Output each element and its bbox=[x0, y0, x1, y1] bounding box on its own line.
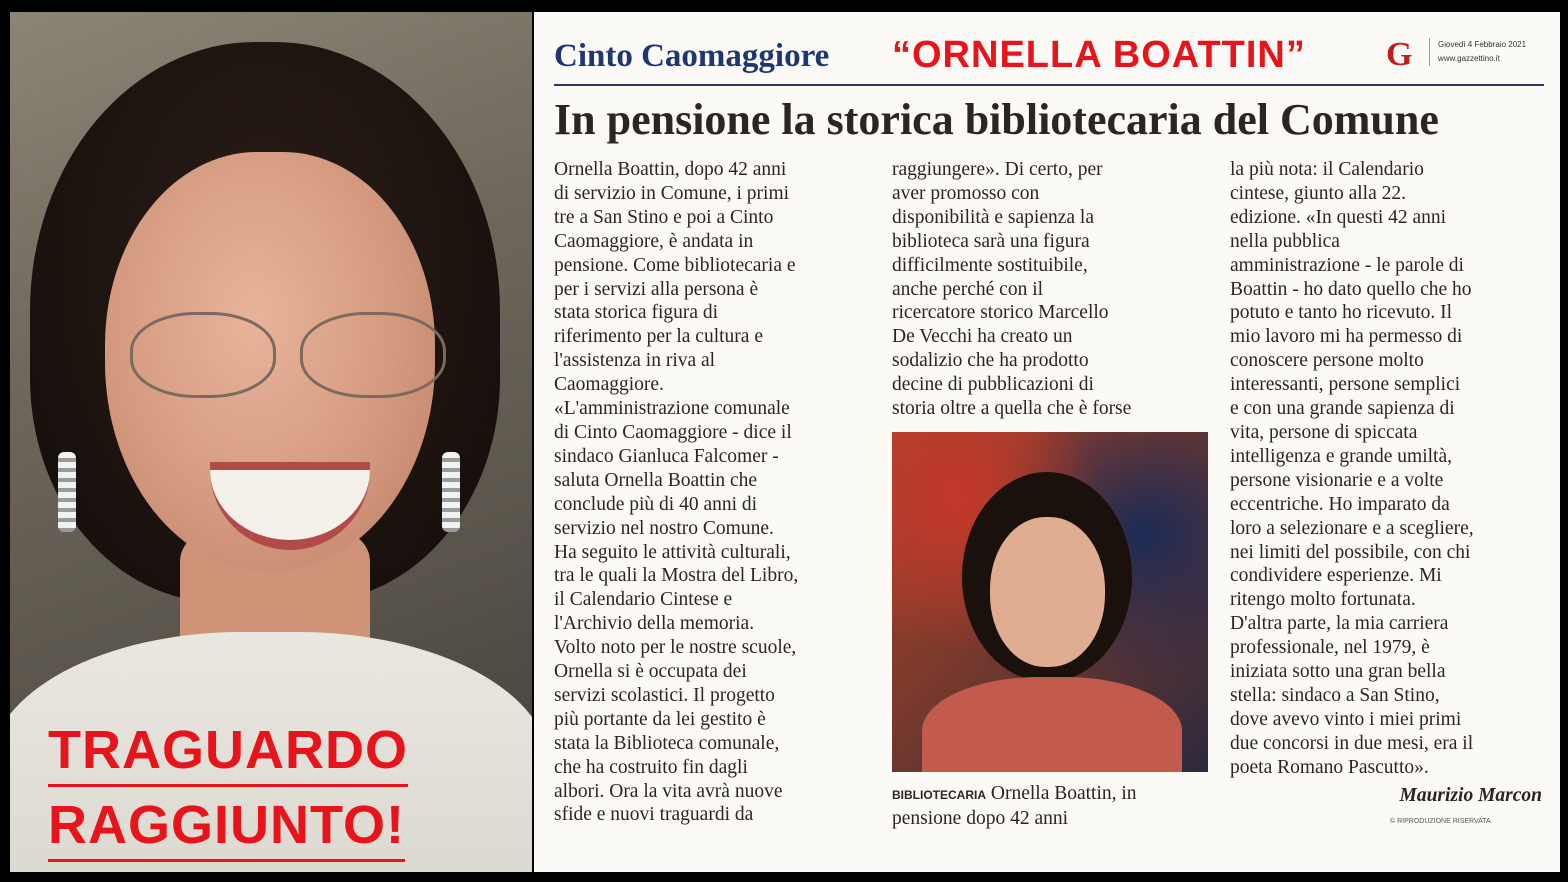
article-line: e con una grande sapienza di bbox=[1230, 398, 1455, 420]
article-line: potuto e tanto ho ricevuto. Il bbox=[1230, 302, 1453, 324]
masthead-info bbox=[1429, 38, 1558, 66]
article-line: Volto noto per le nostre scuole, bbox=[554, 637, 797, 659]
article-line: aver promosso con bbox=[892, 182, 1040, 204]
glasses-left-lens bbox=[130, 312, 276, 398]
article-line: Ha seguito le attività culturali, bbox=[554, 541, 791, 563]
copyright-notice: © RIPRODUZIONE RISERVATA bbox=[1390, 818, 1491, 825]
article-line: servizi scolastici. Il progetto bbox=[554, 684, 775, 706]
article-line: saluta Ornella Boattin che bbox=[554, 469, 758, 491]
article-column-1 bbox=[554, 158, 874, 827]
article-line: interessanti, persone semplici bbox=[1230, 374, 1461, 396]
article-line: persone visionarie e a volte bbox=[1230, 469, 1444, 491]
article-line: nella pubblica bbox=[1230, 230, 1340, 252]
article-line: eccentriche. Ho imparato da bbox=[1230, 493, 1450, 515]
article-line: sfide e nuovi traguardi da bbox=[554, 804, 754, 826]
earring-left bbox=[58, 452, 76, 532]
article-line: di Cinto Caomaggiore - dice il bbox=[554, 421, 792, 443]
article-line: che ha costruito fin dagli bbox=[554, 756, 748, 778]
newspaper-clipping bbox=[534, 12, 1560, 872]
inset-face bbox=[990, 517, 1105, 667]
article-line: storia oltre a quella che è forse bbox=[892, 398, 1132, 420]
article-line: stella: sindaco a San Stino, bbox=[1230, 684, 1440, 706]
section-title: Cinto Caomaggiore bbox=[554, 38, 830, 74]
article-line: due concorsi in due mesi, era il bbox=[1230, 732, 1474, 754]
article-line: albori. Ora la vita avrà nuove bbox=[554, 780, 783, 802]
caption-line-1: Ornella Boattin, in bbox=[990, 783, 1137, 804]
article-line: professionale, nel 1979, è bbox=[1230, 637, 1430, 659]
article-line: dove avevo vinto i miei primi bbox=[1230, 708, 1462, 730]
article-line: amministrazione - le parole di bbox=[1230, 254, 1464, 276]
article-line: mio lavoro mi ha permesso di bbox=[1230, 326, 1463, 348]
article-line: Ornella si è occupata dei bbox=[554, 661, 747, 683]
caption-kicker: BIBLIOTECARIA bbox=[892, 788, 986, 802]
article-line: loro a selezionare e a scegliere, bbox=[1230, 517, 1474, 539]
article-line: pensione. Come bibliotecaria e bbox=[554, 254, 796, 276]
article-line: tre a San Stino e poi a Cinto bbox=[554, 206, 774, 228]
article-line: Ornella Boattin, dopo 42 anni bbox=[554, 159, 787, 180]
article-line: riferimento per la cultura e bbox=[554, 326, 763, 348]
article-line: sodalizio che ha prodotto bbox=[892, 350, 1089, 372]
caption-line-2: pensione dopo 42 anni bbox=[892, 808, 1069, 829]
article-line: ritengo molto fortunata. bbox=[1230, 589, 1416, 611]
article-line: sindaco Gianluca Falcomer - bbox=[554, 445, 779, 467]
article-line: De Vecchi ha creato un bbox=[892, 326, 1073, 348]
article-line: tra le quali la Mostra del Libro, bbox=[554, 565, 799, 587]
article-line: edizione. «In questi 42 anni bbox=[1230, 206, 1447, 228]
article-line: D'altra parte, la mia carriera bbox=[1230, 613, 1449, 635]
byline: Maurizio Marcon bbox=[1399, 784, 1542, 806]
badge-line-1: TRAGUARDO bbox=[48, 722, 408, 787]
article-line: difficilmente sostituibile, bbox=[892, 254, 1088, 276]
article-line: di servizio in Comune, i primi bbox=[554, 182, 790, 204]
article-line: Caomaggiore, è andata in bbox=[554, 230, 754, 252]
photo-caption bbox=[892, 782, 1222, 830]
site-url: www.gazzettino.it bbox=[1438, 54, 1500, 63]
quoted-name-title: “ORNELLA BOATTIN” bbox=[892, 34, 1306, 76]
gazzettino-logo: G bbox=[1386, 36, 1413, 73]
article-line: Boattin - ho dato quello che ho bbox=[1230, 278, 1472, 300]
article-line: la più nota: il Calendario bbox=[1230, 159, 1424, 180]
article-line: «L'amministrazione comunale bbox=[554, 398, 790, 420]
article-line: nei limiti del possibile, con chi bbox=[1230, 541, 1471, 563]
article-line: per i servizi alla persona è bbox=[554, 278, 759, 300]
badge-line-2: RAGGIUNTO! bbox=[48, 797, 405, 862]
article-line: conclude più di 40 anni di bbox=[554, 493, 758, 515]
article-line: iniziata sotto una gran bella bbox=[1230, 661, 1446, 683]
article-line: biblioteca sarà una figura bbox=[892, 230, 1090, 252]
inset-body bbox=[922, 677, 1182, 772]
article-column-2 bbox=[892, 158, 1212, 421]
article-column-3 bbox=[1230, 158, 1550, 807]
inset-photo bbox=[892, 432, 1208, 772]
article-line: intelligenza e grande umiltà, bbox=[1230, 445, 1452, 467]
traguardo-badge bbox=[48, 722, 408, 862]
article-headline: In pensione la storica bibliotecaria del Comune bbox=[554, 95, 1439, 144]
article-line: l'assistenza in riva al bbox=[554, 350, 716, 372]
article-line: ricercatore storico Marcello bbox=[892, 302, 1109, 324]
column-3-text bbox=[1230, 158, 1550, 780]
article-line: vita, persone di spiccata bbox=[1230, 421, 1418, 443]
article-line: cintese, giunto alla 22. bbox=[1230, 182, 1406, 204]
article-line: anche perché con il bbox=[892, 278, 1044, 300]
article-line: stata storica figura di bbox=[554, 302, 719, 324]
article-line: disponibilità e sapienza la bbox=[892, 206, 1094, 228]
portrait-photo bbox=[10, 12, 532, 872]
masthead bbox=[554, 32, 1544, 86]
issue-date: Giovedì 4 Febbraio 2021 bbox=[1438, 40, 1527, 49]
article-line: stata la Biblioteca comunale, bbox=[554, 732, 780, 754]
article-line: raggiungere». Di certo, per bbox=[892, 159, 1103, 180]
article-line: il Calendario Cintese e bbox=[554, 589, 733, 611]
article-line: conoscere persone molto bbox=[1230, 350, 1424, 372]
article-line: poeta Romano Pascutto». bbox=[1230, 756, 1429, 778]
article-line: Caomaggiore. bbox=[554, 374, 664, 396]
earring-right bbox=[442, 452, 460, 532]
article-line: l'Archivio della memoria. bbox=[554, 613, 755, 635]
article-line: decine di pubblicazioni di bbox=[892, 374, 1094, 396]
article-line: più portante da lei gestito è bbox=[554, 708, 766, 730]
article-line: condividere esperienze. Mi bbox=[1230, 565, 1442, 587]
article-line: servizio nel nostro Comune. bbox=[554, 517, 774, 539]
glasses-right-lens bbox=[300, 312, 446, 398]
